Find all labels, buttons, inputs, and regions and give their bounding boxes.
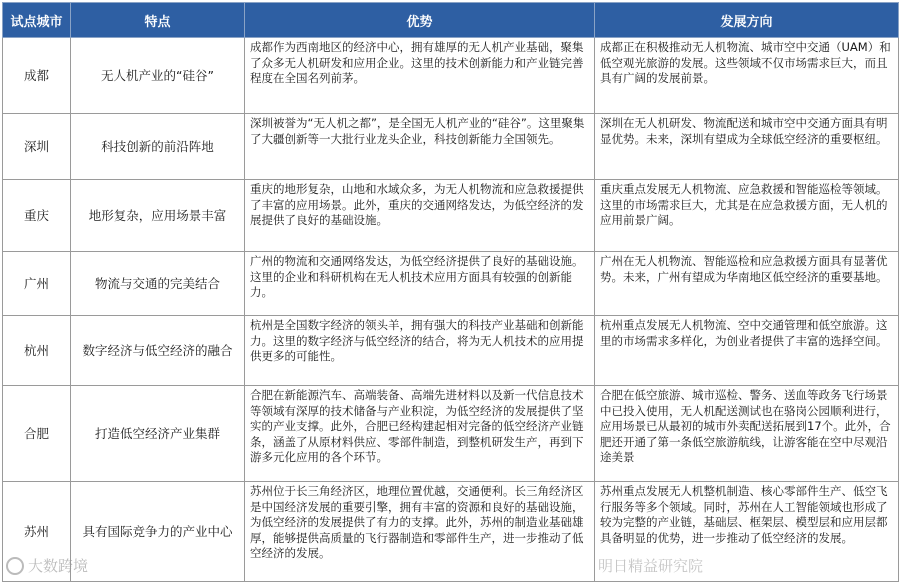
watermark-left-text: 大数跨境 — [28, 557, 89, 575]
header-direction: 发展方向 — [595, 3, 899, 38]
city-cell: 苏州 — [3, 482, 71, 582]
direction-cell: 合肥在低空旅游、城市巡检、警务、送血等政务飞行场景中已投入使用，无人机配送测试也在骆岗公园顺利进行，应用场景已从最初的城市外卖配送拓展到17个。此外，合肥还开通了第一条低空旅游航线，让游客能在空中尽观沿途美景 — [595, 386, 899, 482]
city-cell: 深圳 — [3, 114, 71, 180]
advantage-cell: 杭州是全国数字经济的领头羊，拥有强大的科技产业基础和创新能力。这里的数字经济与低空经济的结合，将为无人机技术的应用提供更多的可能性。 — [245, 316, 595, 386]
header-advantage: 优势 — [245, 3, 595, 38]
city-cell: 成都 — [3, 38, 71, 114]
direction-cell: 杭州重点发展无人机物流、空中交通管理和低空旅游。这里的市场需求多样化，为创业者提供了丰富的选择空间。 — [595, 316, 899, 386]
feature-cell: 无人机产业的“硅谷” — [71, 38, 245, 114]
feature-cell: 数字经济与低空经济的融合 — [71, 316, 245, 386]
table-row — [3, 180, 899, 252]
table-row — [3, 386, 899, 482]
advantage-cell: 重庆的地形复杂，山地和水域众多，为无人机物流和应急救援提供了丰富的应用场景。此外，重庆的交通网络发达，为低空经济的发展提供了良好的基础设施。 — [245, 180, 595, 252]
city-cell: 重庆 — [3, 180, 71, 252]
direction-cell: 成都正在积极推动无人机物流、城市空中交通（UAM）和低空观光旅游的发展。这些领域不仅市场需求巨大，而且具有广阔的发展前景。 — [595, 38, 899, 114]
city-cell: 合肥 — [3, 386, 71, 482]
advantage-cell: 合肥在新能源汽车、高端装备、高端先进材料以及新一代信息技术等领域有深厚的技术储备与产业积淀，为低空经济的发展提供了坚实的产业支撑。此外，合肥已经构建起相对完备的低空经济产业链条，涵盖了从原材料供应、零部件制造，到整机研发生产，再到下游多元化应用的各个环节。 — [245, 386, 595, 482]
feature-cell: 地形复杂，应用场景丰富 — [71, 180, 245, 252]
table-row — [3, 38, 899, 114]
table-row — [3, 252, 899, 316]
advantage-cell: 苏州位于长三角经济区，地理位置优越，交通便利。长三角经济区是中国经济发展的重要引擎，拥有丰富的资源和良好的基础设施，为低空经济的发展提供了有力的支撑。此外，苏州的制造业基础雄厚，能够提供高质量的飞行器制造和零部件生产，进一步推动了低空经济的发展。 — [245, 482, 595, 582]
watermark-left — [6, 555, 88, 576]
direction-cell: 重庆重点发展无人机物流、应急救援和智能巡检等领域。这里的市场需求巨大，尤其是在应急救援方面，无人机的应用前景广阔。 — [595, 180, 899, 252]
city-cell: 广州 — [3, 252, 71, 316]
feature-cell: 科技创新的前沿阵地 — [71, 114, 245, 180]
watermark-right: 明日精益研究院 — [598, 557, 704, 575]
table-row — [3, 114, 899, 180]
table-row — [3, 316, 899, 386]
city-cell: 杭州 — [3, 316, 71, 386]
city-comparison-table — [2, 2, 899, 582]
watermark-logo-icon — [6, 557, 24, 575]
table-row — [3, 482, 899, 582]
direction-cell: 苏州重点发展无人机整机制造、核心零部件生产、低空飞行服务等多个领域。同时，苏州在人工智能领域也形成了较为完整的产业链，基础层、框架层、模型层和应用层都具备明显的优势，进一步推动了低空经济的发展。 — [595, 482, 899, 582]
advantage-cell: 广州的物流和交通网络发达，为低空经济提供了良好的基础设施。这里的企业和科研机构在无人机技术应用方面具有较强的创新能力。 — [245, 252, 595, 316]
header-city: 试点城市 — [3, 3, 71, 38]
direction-cell: 广州在无人机物流、智能巡检和应急救援方面具有显著优势。未来，广州有望成为华南地区低空经济的重要基地。 — [595, 252, 899, 316]
feature-cell: 打造低空经济产业集群 — [71, 386, 245, 482]
feature-cell: 具有国际竞争力的产业中心 — [71, 482, 245, 582]
advantage-cell: 成都作为西南地区的经济中心，拥有雄厚的无人机产业基础，聚集了众多无人机研发和应用企业。这里的技术创新能力和产业链完善程度在全国名列前茅。 — [245, 38, 595, 114]
table-header-row — [3, 3, 899, 38]
advantage-cell: 深圳被誉为“无人机之都”，是全国无人机产业的“硅谷”。这里聚集了大疆创新等一大批行业龙头企业，科技创新能力全国领先。 — [245, 114, 595, 180]
header-feature: 特点 — [71, 3, 245, 38]
feature-cell: 物流与交通的完美结合 — [71, 252, 245, 316]
direction-cell: 深圳在无人机研发、物流配送和城市空中交通方面具有明显优势。未来，深圳有望成为全球低空经济的重要枢纽。 — [595, 114, 899, 180]
